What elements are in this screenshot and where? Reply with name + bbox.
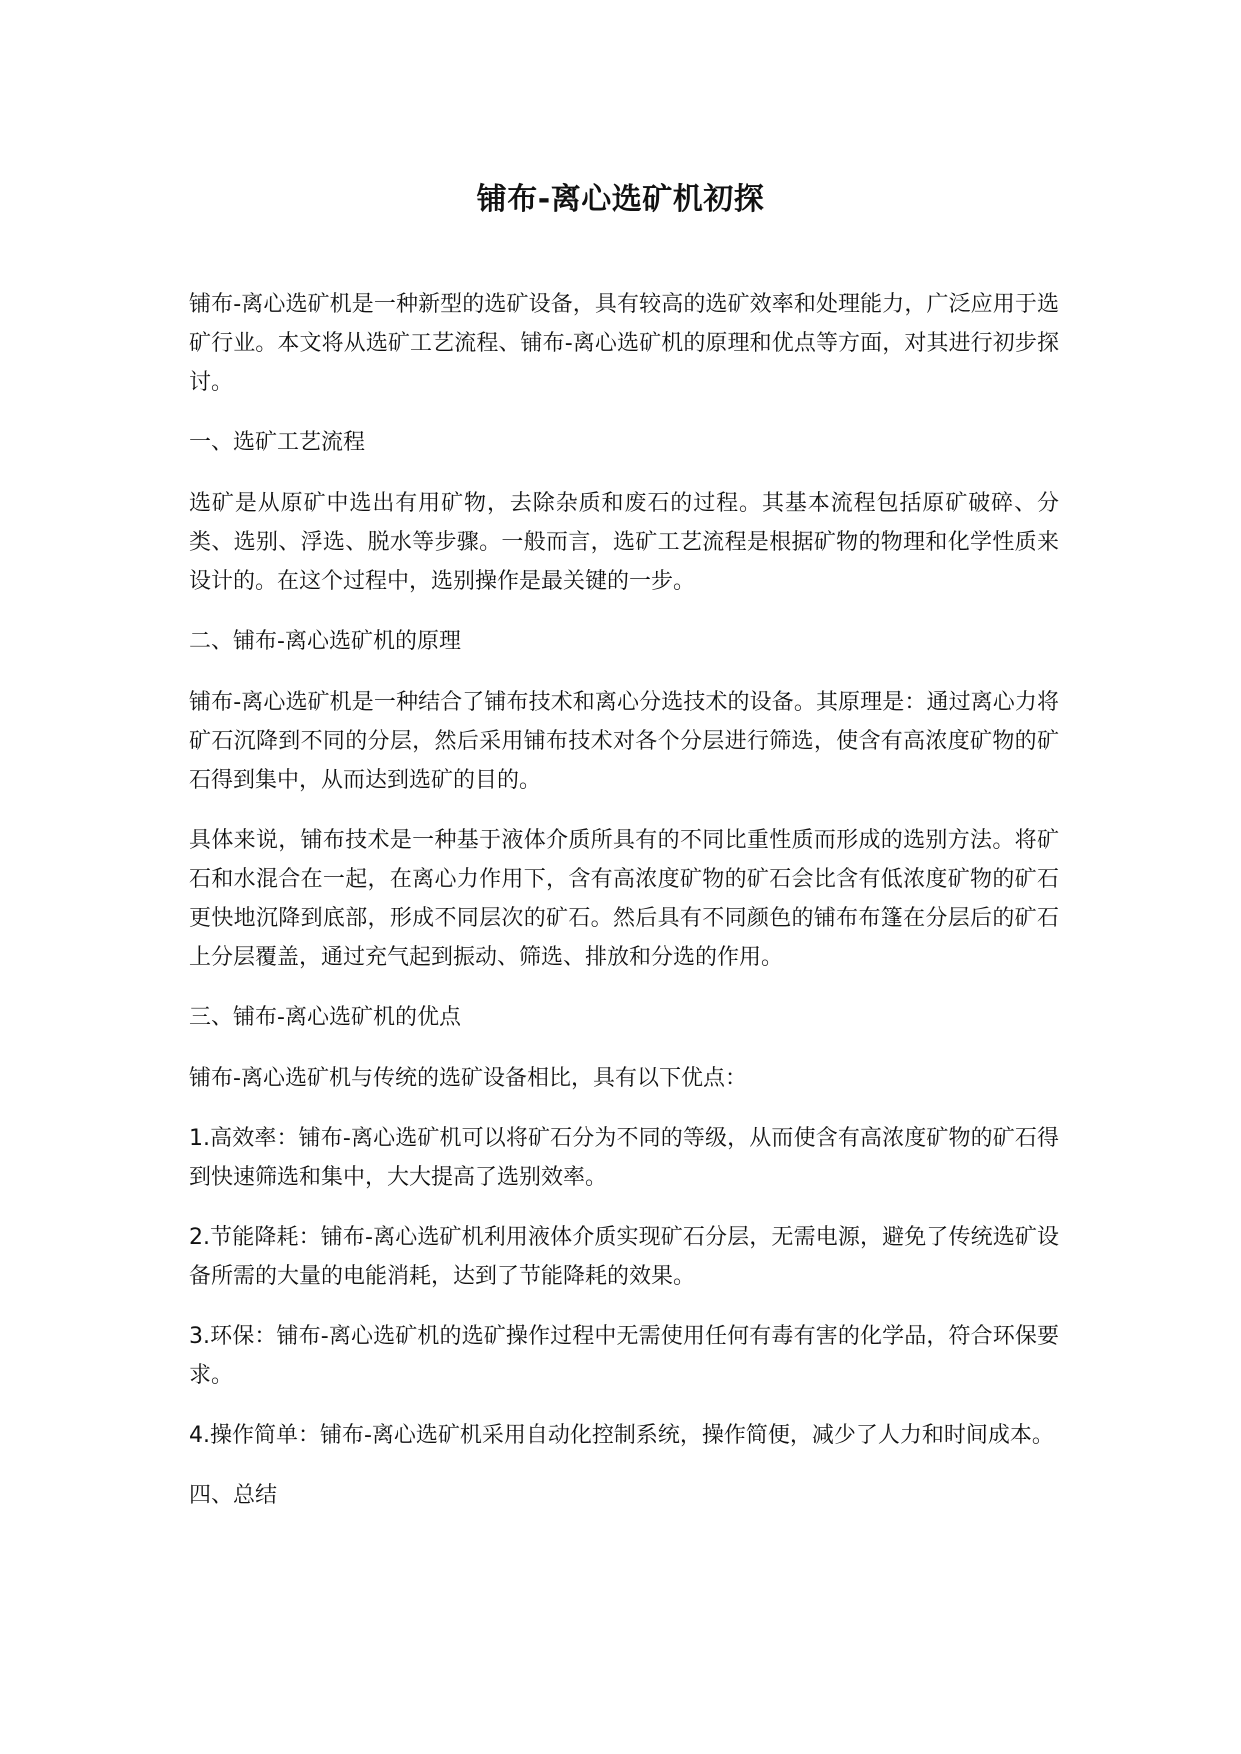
list-item-operation: 4.操作简单：铺布-离心选矿机采用自动化控制系统，操作简便，减少了人力和时间成本。 — [189, 1423, 1054, 1448]
section-heading-3: 三、铺布-离心选矿机的优点 — [189, 1005, 461, 1030]
list-item-energy: 2.节能降耗：铺布-离心选矿机利用液体介质实现矿石分层，无需电源，避免了传统选矿设备所需的大量的电能消耗，达到了节能降耗的效果。 — [189, 1225, 1059, 1289]
paragraph-process: 选矿是从原矿中选出有用矿物，去除杂质和废石的过程。其基本流程包括原矿破碎、分类、选别、浮选、脱水等步骤。一般而言，选矿工艺流程是根据矿物的物理和化学性质来设计的。在这个过程中，选别操作是最关键的一步。 — [189, 491, 1059, 594]
list-item-environment: 3.环保：铺布-离心选矿机的选矿操作过程中无需使用任何有毒有害的化学品，符合环保要求。 — [189, 1324, 1059, 1388]
paragraph-principle-detail: 具体来说，铺布技术是一种基于液体介质所具有的不同比重性质而形成的选别方法。将矿石和水混合在一起，在离心力作用下，含有高浓度矿物的矿石会比含有低浓度矿物的矿石更快地沉降到底部，形成不同层次的矿石。然后具有不同颜色的铺布布篷在分层后的矿石上分层覆盖，通过充气起到振动、筛选、排放和分选的作用。 — [189, 828, 1059, 970]
paragraph-advantages-intro: 铺布-离心选矿机与传统的选矿设备相比，具有以下优点： — [189, 1066, 747, 1091]
section-heading-2: 二、铺布-离心选矿机的原理 — [189, 629, 461, 654]
paragraph-principle: 铺布-离心选矿机是一种结合了铺布技术和离心分选技术的设备。其原理是：通过离心力将矿石沉降到不同的分层，然后采用铺布技术对各个分层进行筛选，使含有高浓度矿物的矿石得到集中，从而达到选矿的目的。 — [189, 690, 1059, 793]
list-item-efficiency: 1.高效率：铺布-离心选矿机可以将矿石分为不同的等级，从而使含有高浓度矿物的矿石得到快速筛选和集中，大大提高了选别效率。 — [189, 1126, 1059, 1190]
section-heading-4: 四、总结 — [189, 1483, 278, 1508]
document-title: 铺布-离心选矿机初探 — [476, 182, 765, 217]
section-heading-1: 一、选矿工艺流程 — [189, 430, 366, 455]
document-body — [189, 285, 1059, 1537]
intro-paragraph: 铺布-离心选矿机是一种新型的选矿设备，具有较高的选矿效率和处理能力，广泛应用于选矿行业。本文将从选矿工艺流程、铺布-离心选矿机的原理和优点等方面，对其进行初步探讨。 — [189, 292, 1059, 395]
